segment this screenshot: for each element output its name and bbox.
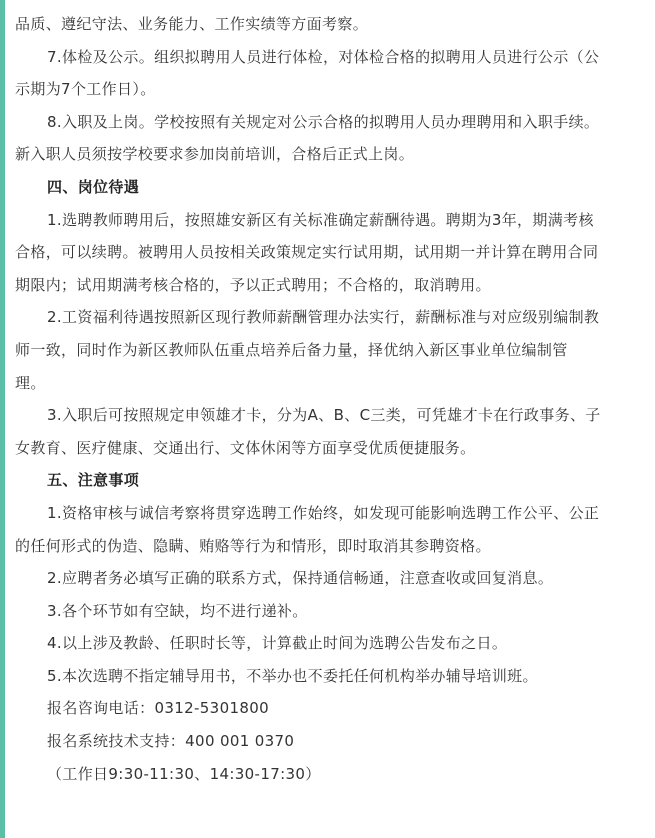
paragraph-s5-4 <box>15 627 645 660</box>
paragraph-s5-3 <box>15 595 645 628</box>
section-5-heading <box>15 464 645 497</box>
text-line: 7.体检及公示。组织拟聘用人员进行体检，对体检合格的拟聘用人员进行公示（公 <box>47 47 600 66</box>
paragraph-s5-1 <box>15 497 645 530</box>
heading-text: 五、注意事项 <box>47 471 140 490</box>
text-line: 合格，可以续聘。被聘用人员按相关政策规定实行试用期，试用期一并计算在聘用合同 <box>15 243 599 262</box>
text-line: 品质、遵纪守法、业务能力、工作实绩等方面考察。 <box>15 15 369 33</box>
paragraph-s4-3-cont <box>15 432 645 465</box>
text-line: 2.应聘者务必填写正确的联系方式，保持通信畅通，注意查收或回复消息。 <box>47 569 554 588</box>
heading-text: 四、岗位待遇 <box>47 177 140 196</box>
paragraph-item-7 <box>15 41 645 74</box>
text-line: 示期为7个工作日）。 <box>15 80 156 99</box>
text-line: 2.工资福利待遇按照新区现行教师薪酬管理办法实行，薪酬标准与对应级别编制教 <box>47 308 600 327</box>
article-body <box>15 8 645 790</box>
paragraph-s4-2-cont <box>15 334 645 399</box>
paragraph-s4-2 <box>15 301 645 334</box>
text-line: 3.各个环节如有空缺，均不进行递补。 <box>47 601 308 620</box>
text-line: （工作日9:30-11:30、14:30-17:30） <box>47 764 321 783</box>
text-line: 新入职人员须按学校要求参加岗前培训，合格后正式上岗。 <box>15 145 415 164</box>
paragraph-intro-continued <box>15 8 645 41</box>
paragraph-s5-2 <box>15 562 645 595</box>
text-line: 的任何形式的伪造、隐瞒、贿赂等行为和情形，即时取消其参聘资格。 <box>15 536 491 555</box>
paragraph-s4-3 <box>15 399 645 432</box>
paragraph-s5-1-cont <box>15 530 645 563</box>
text-line: 5.本次选聘不指定辅导用书，不举办也不委托任何机构举办辅导培训班。 <box>47 666 538 685</box>
text-line: 师一致，同时作为新区教师队伍重点培养后备力量，择优纳入新区事业单位编制管 <box>15 340 568 359</box>
text-line: 报名系统技术支持：400 001 0370 <box>47 732 295 751</box>
text-line: 期限内；试用期满考核合格的，予以正式聘用；不合格的，取消聘用。 <box>15 275 491 294</box>
text-line: 1.资格审核与诚信考察将贯穿选聘工作始终，如发现可能影响选聘工作公平、公正 <box>47 503 600 522</box>
paragraph-item-7-cont <box>15 73 645 106</box>
text-line: 8.入职及上岗。学校按照有关规定对公示合格的拟聘用人员办理聘用和入职手续。 <box>47 112 600 131</box>
paragraph-item-8-cont <box>15 138 645 171</box>
paragraph-s4-1 <box>15 204 645 237</box>
text-line: 4.以上涉及教龄、任职时长等，计算截止时间为选聘公告发布之日。 <box>47 634 508 653</box>
text-line: 报名咨询电话：0312-5301800 <box>47 699 270 718</box>
contact-phone <box>15 692 645 725</box>
section-4-heading <box>15 171 645 204</box>
text-line: 3.入职后可按照规定申领雄才卡，分为A、B、C三类，可凭雄才卡在行政事务、子 <box>47 406 601 425</box>
text-line: 理。 <box>15 373 46 392</box>
text-line: 1.选聘教师聘用后，按照雄安新区有关标准确定薪酬待遇。聘期为3年，期满考核 <box>47 210 594 229</box>
paragraph-s4-1-cont <box>15 236 645 301</box>
left-accent-bar <box>0 0 5 838</box>
paragraph-item-8 <box>15 106 645 139</box>
text-line: 女教育、医疗健康、交通出行、文体休闲等方面享受优质便捷服务。 <box>15 438 476 457</box>
work-hours <box>15 758 645 791</box>
tech-support-phone <box>15 725 645 758</box>
paragraph-s5-5 <box>15 660 645 693</box>
